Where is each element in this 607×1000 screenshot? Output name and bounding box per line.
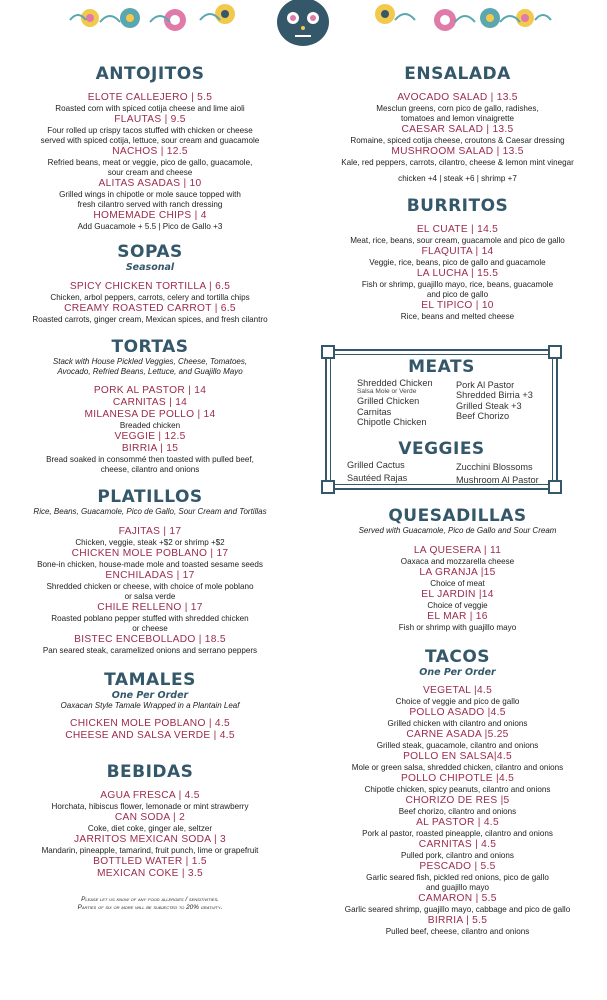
- item-name: MUSHROOM SALAD | 13.5: [391, 146, 524, 157]
- menu-item: [0, 790, 300, 812]
- section-burritos: [308, 196, 607, 322]
- item-desc: and pico de gallo: [426, 290, 489, 299]
- section-subtitle: Seasonal: [125, 262, 175, 273]
- section-sopas: [0, 242, 300, 325]
- menu-item: [308, 124, 607, 146]
- menu-item: [0, 281, 300, 303]
- item-desc: Pan seared steak, caramelized onions and serrano peppers: [42, 646, 258, 655]
- allergy-note: Please let us know of any food allergies / sensitivities.: [81, 896, 219, 903]
- item-name: CAESAR SALAD | 13.5: [401, 124, 514, 135]
- item-desc: Fish or shrimp, guajillo mayo, rice, beans, guacamole: [361, 280, 554, 289]
- item-desc: Fish or shrimp with guajillo mayo: [398, 623, 517, 632]
- item-desc: Mandarin, pineapple, tamarind, fruit punch, lime or grapefruit: [41, 846, 259, 855]
- item-desc: Choice of meat: [430, 579, 485, 588]
- item-desc: Mole or green salsa, shredded chicken, cilantro and onions: [351, 763, 564, 772]
- item-desc: Meat, rice, beans, sour cream, guacamole and pico de gallo: [350, 236, 565, 245]
- item-name: BISTEC ENCEBOLLADO | 18.5: [74, 634, 226, 645]
- menu-item: [0, 634, 300, 656]
- section-note: Stack with House Pickled Veggies, Cheese, Tomatoes,: [52, 357, 248, 366]
- section-title: TORTAS: [111, 337, 189, 357]
- menu-item: [308, 915, 607, 937]
- item-desc: Horchata, hibiscus flower, lemonade or mint strawberry: [51, 802, 249, 811]
- item-name: EL JARDIN |14: [421, 589, 494, 600]
- section-note: Rice, Beans, Guacamole, Pico de Gallo, Sour Cream and Tortillas: [33, 507, 267, 516]
- menu-item: [0, 602, 300, 634]
- item-name: CREAMY ROASTED CARROT | 6.5: [64, 303, 236, 314]
- item-name: FAJITAS | 17: [118, 526, 182, 537]
- menu-item: [308, 589, 607, 611]
- item-desc: tomatoes and lemon vinaigrette: [401, 114, 514, 123]
- item-desc: Choice of veggie: [427, 601, 488, 610]
- section-note: Served with Guacamole, Pico de Gallo and Sour Cream: [358, 526, 557, 535]
- menu-item: [308, 795, 607, 817]
- meat-option: Shredded Chicken: [357, 378, 433, 388]
- section-title: SOPAS: [117, 242, 183, 262]
- menu-item: [0, 834, 300, 856]
- meat-option-note: Salsa Mole or Verde: [357, 388, 417, 396]
- menu-item: [308, 146, 607, 168]
- item-desc: Chicken, arbol peppers, carrots, celery and tortilla chips: [50, 293, 250, 302]
- meat-option: Chipotle Chicken: [357, 417, 427, 428]
- item-desc: Beef chorizo, cilantro and onions: [398, 807, 517, 816]
- box-corner-ornament: [548, 480, 562, 494]
- item-name: MEXICAN COKE | 3.5: [97, 868, 203, 879]
- section-ensalada: [308, 64, 607, 184]
- menu-item: [0, 385, 300, 397]
- item-desc: Kale, red peppers, carrots, cilantro, cheese & lemon mint vinegar: [341, 158, 574, 167]
- veggie-option: Mushroom Al Pastor: [456, 474, 539, 485]
- section-antojitos: [0, 64, 300, 232]
- item-desc: Refried beans, meat or veggie, pico de gallo, guacamole,: [47, 158, 253, 167]
- item-name: POLLO EN SALSA|4.5: [403, 751, 512, 762]
- section-tamales: [0, 670, 300, 742]
- item-name: MILANESA DE POLLO | 14: [84, 409, 216, 420]
- item-name: FLAUTAS | 9.5: [114, 114, 186, 125]
- menu-item: [0, 210, 300, 232]
- item-name: JARRITOS MEXICAN SODA | 3: [73, 834, 227, 845]
- menu-item: [0, 730, 300, 742]
- item-desc: Romaine, spiced cotija cheese, croutons & Caesar dressing: [350, 136, 565, 145]
- menu-item: [0, 718, 300, 730]
- section-tortas: [0, 337, 300, 475]
- item-name: PESCADO | 5.5: [419, 861, 496, 872]
- item-desc: Add Guacamole + 5.5 | Pico de Gallo +3: [77, 222, 223, 231]
- menu-item: [308, 611, 607, 633]
- menu-item: [0, 443, 300, 475]
- item-name: LA QUESERA | 11: [413, 545, 502, 556]
- meat-option: Beef Chorizo: [456, 411, 510, 422]
- item-name: AL PASTOR | 4.5: [416, 817, 499, 828]
- item-name: SPICY CHICKEN TORTILLA | 6.5: [69, 281, 231, 292]
- veggies-title: VEGGIES: [398, 439, 485, 459]
- menu-item: [308, 839, 607, 861]
- item-desc: Bone-in chicken, house-made mole and toasted sesame seeds: [37, 560, 263, 569]
- meats-title: MEATS: [408, 357, 475, 377]
- menu-item: [308, 224, 607, 246]
- menu-item: [308, 268, 607, 300]
- item-name: FLAQUITA | 14: [421, 246, 494, 257]
- meat-option: Grilled Steak +3: [456, 400, 522, 411]
- meats-list-left: [357, 378, 433, 428]
- item-desc: Grilled wings in chipotle or mole sauce topped with: [59, 190, 241, 199]
- item-desc: Garlic seared shrimp, guajillo mayo, cabbage and pico de gallo: [344, 905, 571, 914]
- item-desc: Pork al pastor, roasted pineapple, cilantro and onions: [362, 829, 553, 838]
- meat-option: Grilled Chicken: [357, 396, 420, 407]
- item-name: EL CUATE | 14.5: [416, 224, 499, 235]
- item-desc: Bread soaked in consommé then toasted with pulled beef,: [46, 455, 254, 464]
- gratuity-note: Parties of six or more will be subjected to 20% gratuity.: [77, 904, 223, 911]
- meat-option: Shredded Birria +3: [456, 390, 533, 401]
- left-column: [0, 62, 300, 912]
- menu-item: [0, 431, 300, 443]
- item-name: BIRRIA | 15: [121, 443, 179, 454]
- item-name: CHEESE AND SALSA VERDE | 4.5: [65, 730, 235, 741]
- item-name: AGUA FRESCA | 4.5: [100, 790, 200, 801]
- section-title: BEBIDAS: [106, 762, 194, 782]
- meat-option: Pork Al Pastor: [456, 380, 515, 390]
- item-name: LA GRANJA |15: [419, 567, 496, 578]
- item-desc: Rice, beans and melted cheese: [400, 312, 515, 321]
- item-desc: or salsa verde: [124, 592, 176, 601]
- menu-item: [0, 178, 300, 210]
- item-desc: Chipotle chicken, spicy peanuts, cilantro and onions: [364, 785, 551, 794]
- veggie-option: Grilled Cactus: [347, 460, 405, 470]
- box-corner-ornament: [321, 480, 335, 494]
- item-desc: Shredded chicken or cheese, with choice of mole poblano: [46, 582, 254, 591]
- item-name: BOTTLED WATER | 1.5: [93, 856, 207, 867]
- item-name: CAN SODA | 2: [114, 812, 186, 823]
- sugar-skull-icon: [277, 0, 329, 46]
- menu-item: [308, 729, 607, 751]
- item-desc: Mesclun greens, corn pico de gallo, radishes,: [376, 104, 539, 113]
- section-bebidas: [0, 762, 300, 880]
- item-name: CHICKEN MOLE POBLANO | 17: [71, 548, 229, 559]
- item-name: POLLO ASADO |4.5: [409, 707, 506, 718]
- item-desc: served with spiced cotija, lettuce, sour cream and guacamole: [40, 136, 260, 145]
- item-desc: Grilled chicken with cilantro and onions: [387, 719, 528, 728]
- item-desc: Pulled pork, cilantro and onions: [401, 851, 514, 860]
- item-desc: Veggie, rice, beans, pico de gallo and guacamole: [369, 258, 546, 267]
- menu-item: [308, 685, 607, 707]
- menu-item: [0, 146, 300, 178]
- item-name: NACHOS | 12.5: [112, 146, 188, 157]
- meats-list-right: [456, 380, 533, 422]
- item-name: EL TIPICO | 10: [421, 300, 494, 311]
- section-subtitle: One Per Order: [111, 690, 189, 701]
- menu-item: [0, 570, 300, 602]
- item-desc: and guajillo mayo: [426, 883, 489, 892]
- veggie-option: Sautéed Rajas: [347, 472, 408, 483]
- item-desc: Chicken, veggie, steak +$2 or shrimp +$2: [75, 538, 225, 547]
- meats-veggies-box: [325, 349, 558, 490]
- item-desc: Grilled steak, guacamole, cilantro and onions: [376, 741, 539, 750]
- menu-item: [308, 861, 607, 893]
- item-desc: Roasted carrots, ginger cream, Mexican spices, and fresh cilantro: [32, 315, 268, 324]
- section-note: Oaxacan Style Tamale Wrapped in a Plantain Leaf: [60, 701, 240, 710]
- item-name: CHORIZO DE RES |5: [405, 795, 510, 806]
- section-title: TACOS: [424, 647, 491, 667]
- menu-item: [0, 397, 300, 409]
- veggies-list-left: [347, 459, 407, 484]
- item-desc: Oaxaca and mozzarella cheese: [400, 557, 515, 566]
- item-name: VEGGIE | 12.5: [114, 431, 186, 442]
- item-desc: Roasted corn with spiced cotija cheese and lime aioli: [55, 104, 245, 113]
- section-platillos: [0, 487, 300, 656]
- item-desc: Choice of veggie and pico de gallo: [395, 697, 520, 706]
- item-desc: Four rolled up crispy tacos stuffed with chicken or cheese: [47, 126, 253, 135]
- menu-item: [0, 92, 300, 114]
- item-name: CARNITAS | 14: [112, 397, 188, 408]
- protein-addons: chicken +4 | steak +6 | shrimp +7: [398, 174, 517, 183]
- menu-item: [0, 114, 300, 146]
- menu-item: [308, 567, 607, 589]
- menu-item: [0, 856, 300, 868]
- meat-option: Carnitas: [357, 406, 392, 417]
- menu-item: [0, 812, 300, 834]
- section-title: QUESADILLAS: [388, 506, 527, 526]
- menu-item: [308, 92, 607, 124]
- item-name: VEGETAL |4.5: [422, 685, 493, 696]
- item-desc: Breaded chicken: [119, 421, 181, 430]
- section-title: ANTOJITOS: [95, 64, 205, 84]
- item-name: CHICKEN MOLE POBLANO | 4.5: [70, 718, 230, 729]
- item-desc: fresh cilantro served with ranch dressing: [77, 200, 223, 209]
- menu-item: [308, 773, 607, 795]
- item-name: ALITAS ASADAS | 10: [98, 178, 202, 189]
- menu-item: [308, 246, 607, 268]
- menu-item: [0, 303, 300, 325]
- menu-item: [308, 751, 607, 773]
- section-quesadillas: [308, 506, 607, 937]
- item-desc: or cheese: [132, 624, 168, 633]
- item-desc: Roasted poblano pepper stuffed with shredded chicken: [51, 614, 249, 623]
- item-name: CARNITAS | 4.5: [418, 839, 497, 850]
- section-title: TAMALES: [104, 670, 196, 690]
- menu-item: [308, 817, 607, 839]
- item-desc: Garlic seared fish, pickled red onions, pico de gallo: [366, 873, 549, 882]
- item-desc: Coke, diet coke, ginger ale, seltzer: [87, 824, 213, 833]
- menu-item: [0, 868, 300, 880]
- footer-note: [0, 896, 300, 912]
- item-name: BIRRIA | 5.5: [427, 915, 488, 926]
- item-name: PORK AL PASTOR | 14: [93, 385, 207, 396]
- section-subtitle: One Per Order: [419, 667, 496, 678]
- section-title: BURRITOS: [406, 196, 509, 216]
- item-desc: sour cream and cheese: [107, 168, 193, 177]
- item-name: HOMEMADE CHIPS | 4: [93, 210, 207, 221]
- menu-item: [0, 526, 300, 548]
- menu-item: [308, 893, 607, 915]
- floral-header-decoration: [0, 0, 607, 60]
- section-title: ENSALADA: [404, 64, 511, 84]
- item-desc: Pulled beef, cheese, cilantro and onions: [385, 927, 530, 936]
- veggie-option: Zucchini Blossoms: [456, 462, 533, 472]
- menu-item: [308, 545, 607, 567]
- item-name: ENCHILADAS | 17: [105, 570, 195, 581]
- menu-item: [308, 707, 607, 729]
- item-name: LA LUCHA | 15.5: [416, 268, 499, 279]
- menu-item: [0, 548, 300, 570]
- section-title: PLATILLOS: [97, 487, 203, 507]
- veggies-list-right: [456, 461, 539, 486]
- menu-item: [308, 300, 607, 322]
- item-name: ELOTE CALLEJERO | 5.5: [87, 92, 213, 103]
- item-name: EL MAR | 16: [427, 611, 488, 622]
- item-name: POLLO CHIPOTLE |4.5: [400, 773, 515, 784]
- item-name: CHILE RELLENO | 17: [97, 602, 203, 613]
- section-note: Avocado, Refried Beans, Lettuce, and Guajillo Mayo: [57, 367, 243, 376]
- item-name: AVOCADO SALAD | 13.5: [397, 92, 518, 103]
- item-desc: cheese, cilantro and onions: [100, 465, 200, 474]
- section-tacos: [308, 647, 607, 937]
- menu-item: [0, 409, 300, 431]
- item-name: CAMARON | 5.5: [418, 893, 497, 904]
- item-name: CARNE ASADA |5.25: [406, 729, 509, 740]
